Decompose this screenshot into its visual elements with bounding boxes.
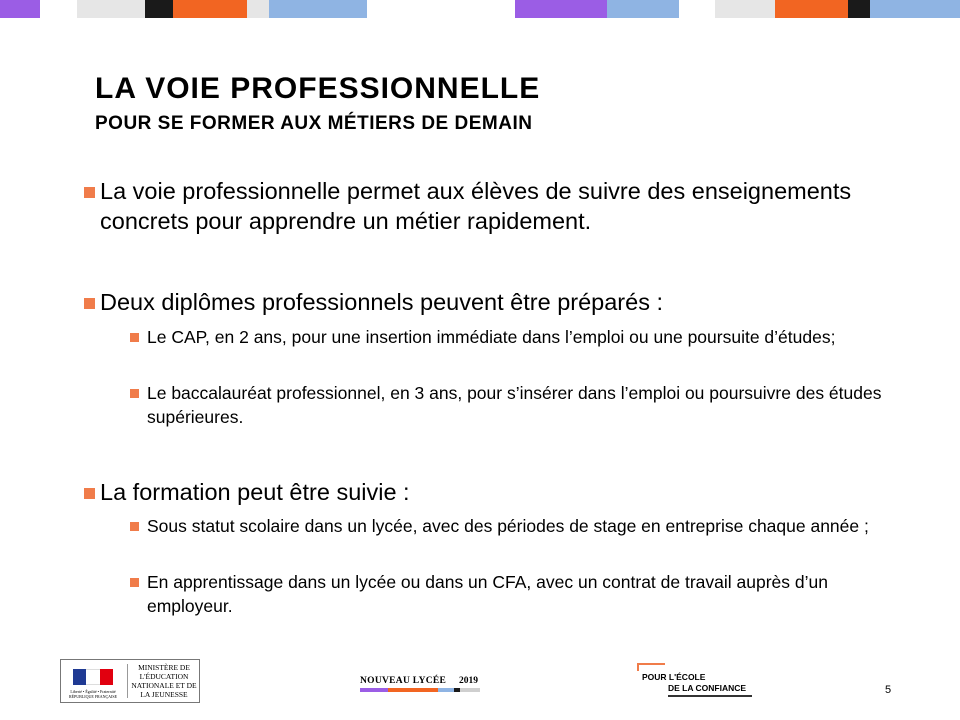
bullet-square-icon — [84, 488, 95, 499]
sub-bullet-text: Sous statut scolaire dans un lycée, avec des périodes de stage en entreprise chaque année ; — [147, 516, 869, 536]
bullet-text: Deux diplômes professionnels peuvent être préparés : — [100, 289, 664, 315]
logo-divider — [127, 664, 128, 698]
top-bar-blue-2 — [607, 0, 679, 18]
top-bar-gray-2 — [247, 0, 269, 18]
nouveau-lycee-label: NOUVEAU LYCÉE — [360, 676, 447, 686]
top-bar-black-1 — [145, 0, 173, 18]
bullet-diplomes — [84, 287, 904, 317]
ecole-confiance-line2: DE LA CONFIANCE — [668, 683, 747, 693]
ministry-logo — [60, 659, 200, 703]
bullet-square-icon — [84, 298, 95, 309]
top-bar-gray-1 — [77, 0, 145, 18]
sub-bullet-square-icon — [130, 389, 139, 398]
top-bar-black-2 — [848, 0, 870, 18]
sub-bullet-square-icon — [130, 333, 139, 342]
bullet-text: La voie professionnelle permet aux élèves de suivre des enseignements concrets pour apprendre un métier rapidement. — [100, 178, 852, 234]
top-bar-blue-3 — [870, 0, 960, 18]
sub-bullet-scolaire — [130, 514, 910, 538]
sub-bullet-text: En apprentissage dans un lycée ou dans un CFA, avec un contrat de travail auprès d’un employeur. — [147, 572, 828, 616]
slide-subtitle: POUR SE FORMER AUX MÉTIERS DE DEMAIN — [95, 113, 533, 134]
top-bar-purple-1 — [0, 0, 40, 18]
sub-bullet-square-icon — [130, 578, 139, 587]
bullet-square-icon — [84, 187, 95, 198]
sub-bullet-cap — [130, 325, 910, 349]
top-bar-orange-2 — [775, 0, 848, 18]
sub-bullet-text: Le CAP, en 2 ans, pour une insertion immédiate dans l’emploi ou une poursuite d’études; — [147, 327, 836, 347]
top-bar-gray-3 — [715, 0, 775, 18]
ministry-name: MINISTÈRE DE L'ÉDUCATION NATIONALE ET DE LA JEUNESSE — [131, 663, 197, 699]
top-bar-orange-1 — [173, 0, 247, 18]
sub-bullet-text: Le baccalauréat professionnel, en 3 ans, pour s’insérer dans l’emploi ou poursuivre des études supérieures. — [147, 383, 882, 427]
sub-bullet-square-icon — [130, 522, 139, 531]
ecole-confiance-line1: POUR L'ÉCOLE — [642, 672, 706, 682]
nl-bar-orange — [388, 688, 438, 692]
bullet-text: La formation peut être suivie : — [100, 479, 410, 505]
page-number: 5 — [885, 684, 892, 696]
slide-title: LA VOIE PROFESSIONNELLE — [95, 72, 541, 105]
top-bar-blue-1 — [269, 0, 367, 18]
ecole-confiance-bracket-icon — [637, 663, 665, 671]
bullet-formation — [84, 477, 904, 507]
nl-bar-gray — [460, 688, 480, 692]
sub-bullet-apprentissage — [130, 570, 910, 618]
nouveau-lycee-year: 2019 — [459, 676, 478, 686]
top-bar-purple-2 — [515, 0, 607, 18]
republic-text: Liberté • Égalité • Fraternité RÉPUBLIQUE FRANÇAISE — [68, 689, 118, 699]
bullet-voie-pro — [84, 176, 904, 236]
nl-bar-purple — [360, 688, 388, 692]
nl-bar-blue — [438, 688, 454, 692]
marianne-flag-icon — [73, 669, 113, 685]
sub-bullet-bac-pro — [130, 381, 910, 429]
ecole-confiance-underline — [668, 695, 752, 697]
